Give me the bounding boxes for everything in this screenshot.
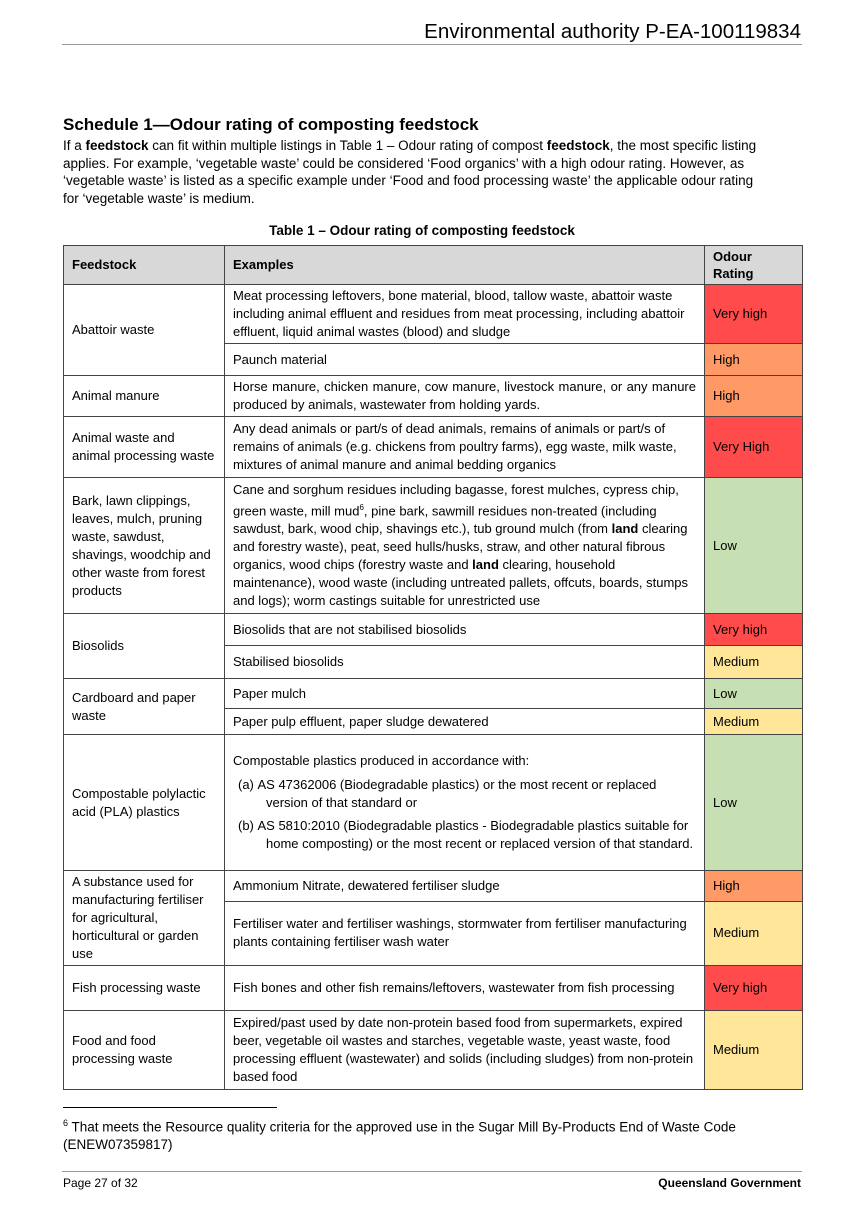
examples-cell: Fish bones and other fish remains/leftovers, wastewater from fish processing <box>225 966 705 1011</box>
table-row <box>64 417 803 478</box>
intro-text-2: can fit within multiple listings in Table 1 – Odour rating of compost <box>148 138 547 153</box>
intro-bold-1: feedstock <box>85 138 149 153</box>
table-row <box>64 1011 803 1090</box>
pla-intro: Compostable plastics produced in accordance with: <box>233 753 530 768</box>
footnote-number: 6 <box>63 1118 69 1128</box>
feedstock-cell: Animal manure <box>64 376 225 417</box>
rating-cell: Very high <box>705 285 803 344</box>
rating-cell: High <box>705 376 803 417</box>
feedstock-cell: Biosolids <box>64 614 225 679</box>
examples-cell: Paper pulp effluent, paper sludge dewatered <box>225 709 705 735</box>
document-header-title: Environmental authority P-EA-100119834 <box>424 20 801 43</box>
rating-cell: Medium <box>705 901 803 965</box>
intro-text-1: If a <box>63 138 86 153</box>
examples-cell: Fertiliser water and fertiliser washings, stormwater from fertiliser manufacturing plants containing fertiliser wash water <box>225 901 705 965</box>
intro-text-3: , the most specific listing applies. For example, ‘vegetable waste’ could be considered ‘Food organics’ with a high odour rating. However, as ‘vegetable waste’ is listed as a specific example under ‘Food and food processing waste’ the applicable odour rating for ‘vegetable waste’ is medium. <box>63 138 757 206</box>
examples-cell: Stabilised biosolids <box>225 646 705 679</box>
rating-cell: Low <box>705 478 803 614</box>
examples-cell: Paper mulch <box>225 679 705 709</box>
feedstock-cell: Animal waste and animal processing waste <box>64 417 225 478</box>
feedstock-cell: A substance used for manufacturing fertiliser for agricultural, horticultural or garden use <box>64 871 225 966</box>
rating-cell: Medium <box>705 646 803 679</box>
rating-cell: High <box>705 871 803 902</box>
footnote-rule <box>63 1107 277 1108</box>
footer-organisation: Queensland Government <box>658 1176 801 1190</box>
table-header-row <box>64 246 803 285</box>
bark-text-b: , pine bark, sawmill residues non-treated (including sawdust, bark, wood chip, shavings etc.), tub ground mulch (from <box>233 503 657 537</box>
rating-cell: Very high <box>705 614 803 646</box>
table-row <box>64 478 803 614</box>
footnote <box>63 1115 763 1153</box>
table-row <box>64 871 803 902</box>
header-examples: Examples <box>225 246 705 285</box>
rating-cell: High <box>705 344 803 376</box>
table-row <box>64 735 803 871</box>
header-odour-rating: Odour Rating <box>705 246 803 285</box>
table-row <box>64 679 803 709</box>
bark-bold-land-1: land <box>611 521 639 537</box>
bark-bold-land-2: land <box>472 557 499 573</box>
feedstock-cell: Abattoir waste <box>64 285 225 376</box>
rating-cell: Medium <box>705 1011 803 1090</box>
footnote-ref: 6 <box>359 502 364 512</box>
intro-paragraph <box>63 137 763 207</box>
table-row <box>64 966 803 1011</box>
feedstock-cell: Compostable polylactic acid (PLA) plastics <box>64 735 225 871</box>
schedule-title: Schedule 1—Odour rating of composting feedstock <box>63 115 479 134</box>
rating-cell: Medium <box>705 709 803 735</box>
examples-cell: Horse manure, chicken manure, cow manure, livestock manure, or any manure produced by animals, wastewater from holding yards. <box>225 376 705 417</box>
examples-cell <box>225 735 705 871</box>
page-number: Page 27 of 32 <box>63 1176 138 1190</box>
footer-rule <box>62 1171 802 1172</box>
examples-cell: Meat processing leftovers, bone material, blood, tallow waste, abattoir waste including animal effluent and residues from meat processing, including abattoir effluent, liquid animal wastes (blood) and sludge <box>225 285 705 344</box>
rating-cell: Very high <box>705 966 803 1011</box>
table-row <box>64 376 803 417</box>
bark-text-c: clearing and forestry waste), peat, seed hulls/husks, straw, and other natural fibrous organics, wood chips (forestry waste and <box>233 521 688 573</box>
examples-cell <box>225 478 705 614</box>
examples-cell: Biosolids that are not stabilised biosolids <box>225 614 705 646</box>
odour-rating-table <box>63 245 803 1090</box>
footnote-text: That meets the Resource quality criteria for the approved use in the Sugar Mill By-Products End of Waste Code (ENEW07359817) <box>63 1119 736 1152</box>
header-rule <box>62 44 802 45</box>
examples-cell: Expired/past used by date non-protein based food from supermarkets, expired beer, vegetable oil wastes and starches, vegetable waste, yeast waste, food processing effluent (wastewater) and solids (including sludges) from non-protein based food <box>225 1011 705 1090</box>
feedstock-cell: Fish processing waste <box>64 966 225 1011</box>
table-row <box>64 285 803 344</box>
feedstock-cell: Food and food processing waste <box>64 1011 225 1090</box>
header-feedstock: Feedstock <box>64 246 225 285</box>
bark-text-a: Cane and sorghum residues including bagasse, forest mulches, cypress chip, green waste, mill mud <box>233 481 679 519</box>
feedstock-cell: Bark, lawn clippings, leaves, mulch, pruning waste, sawdust, shavings, woodchip and other waste from forest products <box>64 478 225 614</box>
feedstock-cell: Cardboard and paper waste <box>64 679 225 735</box>
table-caption: Table 1 – Odour rating of composting feedstock <box>269 223 575 238</box>
rating-cell: Low <box>705 735 803 871</box>
examples-cell: Any dead animals or part/s of dead animals, remains of animals or part/s of remains of animals (e.g. chickens from poultry farms), egg waste, milk waste, mixtures of animal manure and animal bedding organics <box>225 417 705 478</box>
examples-cell: Paunch material <box>225 344 705 376</box>
examples-cell: Ammonium Nitrate, dewatered fertiliser sludge <box>225 871 705 902</box>
intro-bold-2: feedstock <box>546 138 610 153</box>
pla-item-a: (a) AS 47362006 (Biodegradable plastics) or the most recent or replaced version of that standard or <box>238 777 657 810</box>
rating-cell: Very High <box>705 417 803 478</box>
bark-text-d: clearing, household maintenance), wood waste (including untreated pallets, offcuts, boards, stumps and logs); worm castings suitable for unrestricted use <box>233 557 689 609</box>
rating-cell: Low <box>705 679 803 709</box>
pla-item-b: (b) AS 5810:2010 (Biodegradable plastics - Biodegradable plastics suitable for home composting) or the most recent or replaced version of that standard. <box>238 818 694 851</box>
table-row <box>64 614 803 646</box>
